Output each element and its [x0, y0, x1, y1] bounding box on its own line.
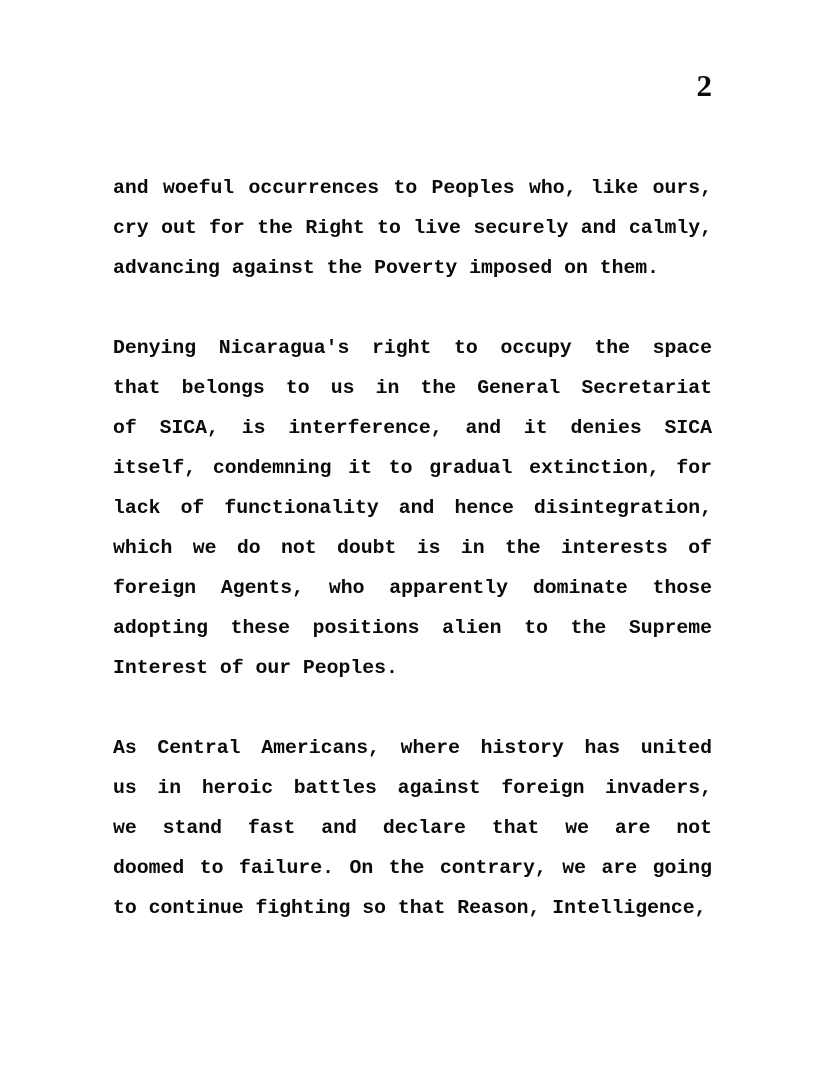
- text-line: us in heroic battles against foreign invaders,: [113, 777, 712, 799]
- text-line: cry out for the Right to live securely and calmly,: [113, 217, 712, 239]
- text-line: of SICA, is interference, and it denies SICA: [113, 417, 712, 439]
- text-line: lack of functionality and hence disintegration,: [113, 497, 712, 519]
- paragraph: [113, 328, 712, 688]
- paragraph: [113, 728, 712, 928]
- text-line: and woeful occurrences to Peoples who, like ours,: [113, 177, 712, 199]
- text-line: doomed to failure. On the contrary, we are going: [113, 857, 712, 879]
- text-line: Interest of our Peoples.: [113, 657, 398, 679]
- text-line: foreign Agents, who apparently dominate those: [113, 577, 712, 599]
- text-line: Denying Nicaragua's right to occupy the space: [113, 337, 712, 359]
- text-line: itself, condemning it to gradual extinction, for: [113, 457, 712, 479]
- text-line: advancing against the Poverty imposed on them.: [113, 257, 660, 279]
- text-line: that belongs to us in the General Secretariat: [113, 377, 712, 399]
- document-body: [113, 168, 712, 968]
- paragraph: [113, 168, 712, 288]
- text-line: we stand fast and declare that we are not: [113, 817, 712, 839]
- text-line: which we do not doubt is in the interests of: [113, 537, 712, 559]
- text-line: to continue fighting so that Reason, Intelligence,: [113, 897, 707, 919]
- text-line: As Central Americans, where history has united: [113, 737, 712, 759]
- page-number: 2: [696, 68, 712, 103]
- text-line: adopting these positions alien to the Supreme: [113, 617, 712, 639]
